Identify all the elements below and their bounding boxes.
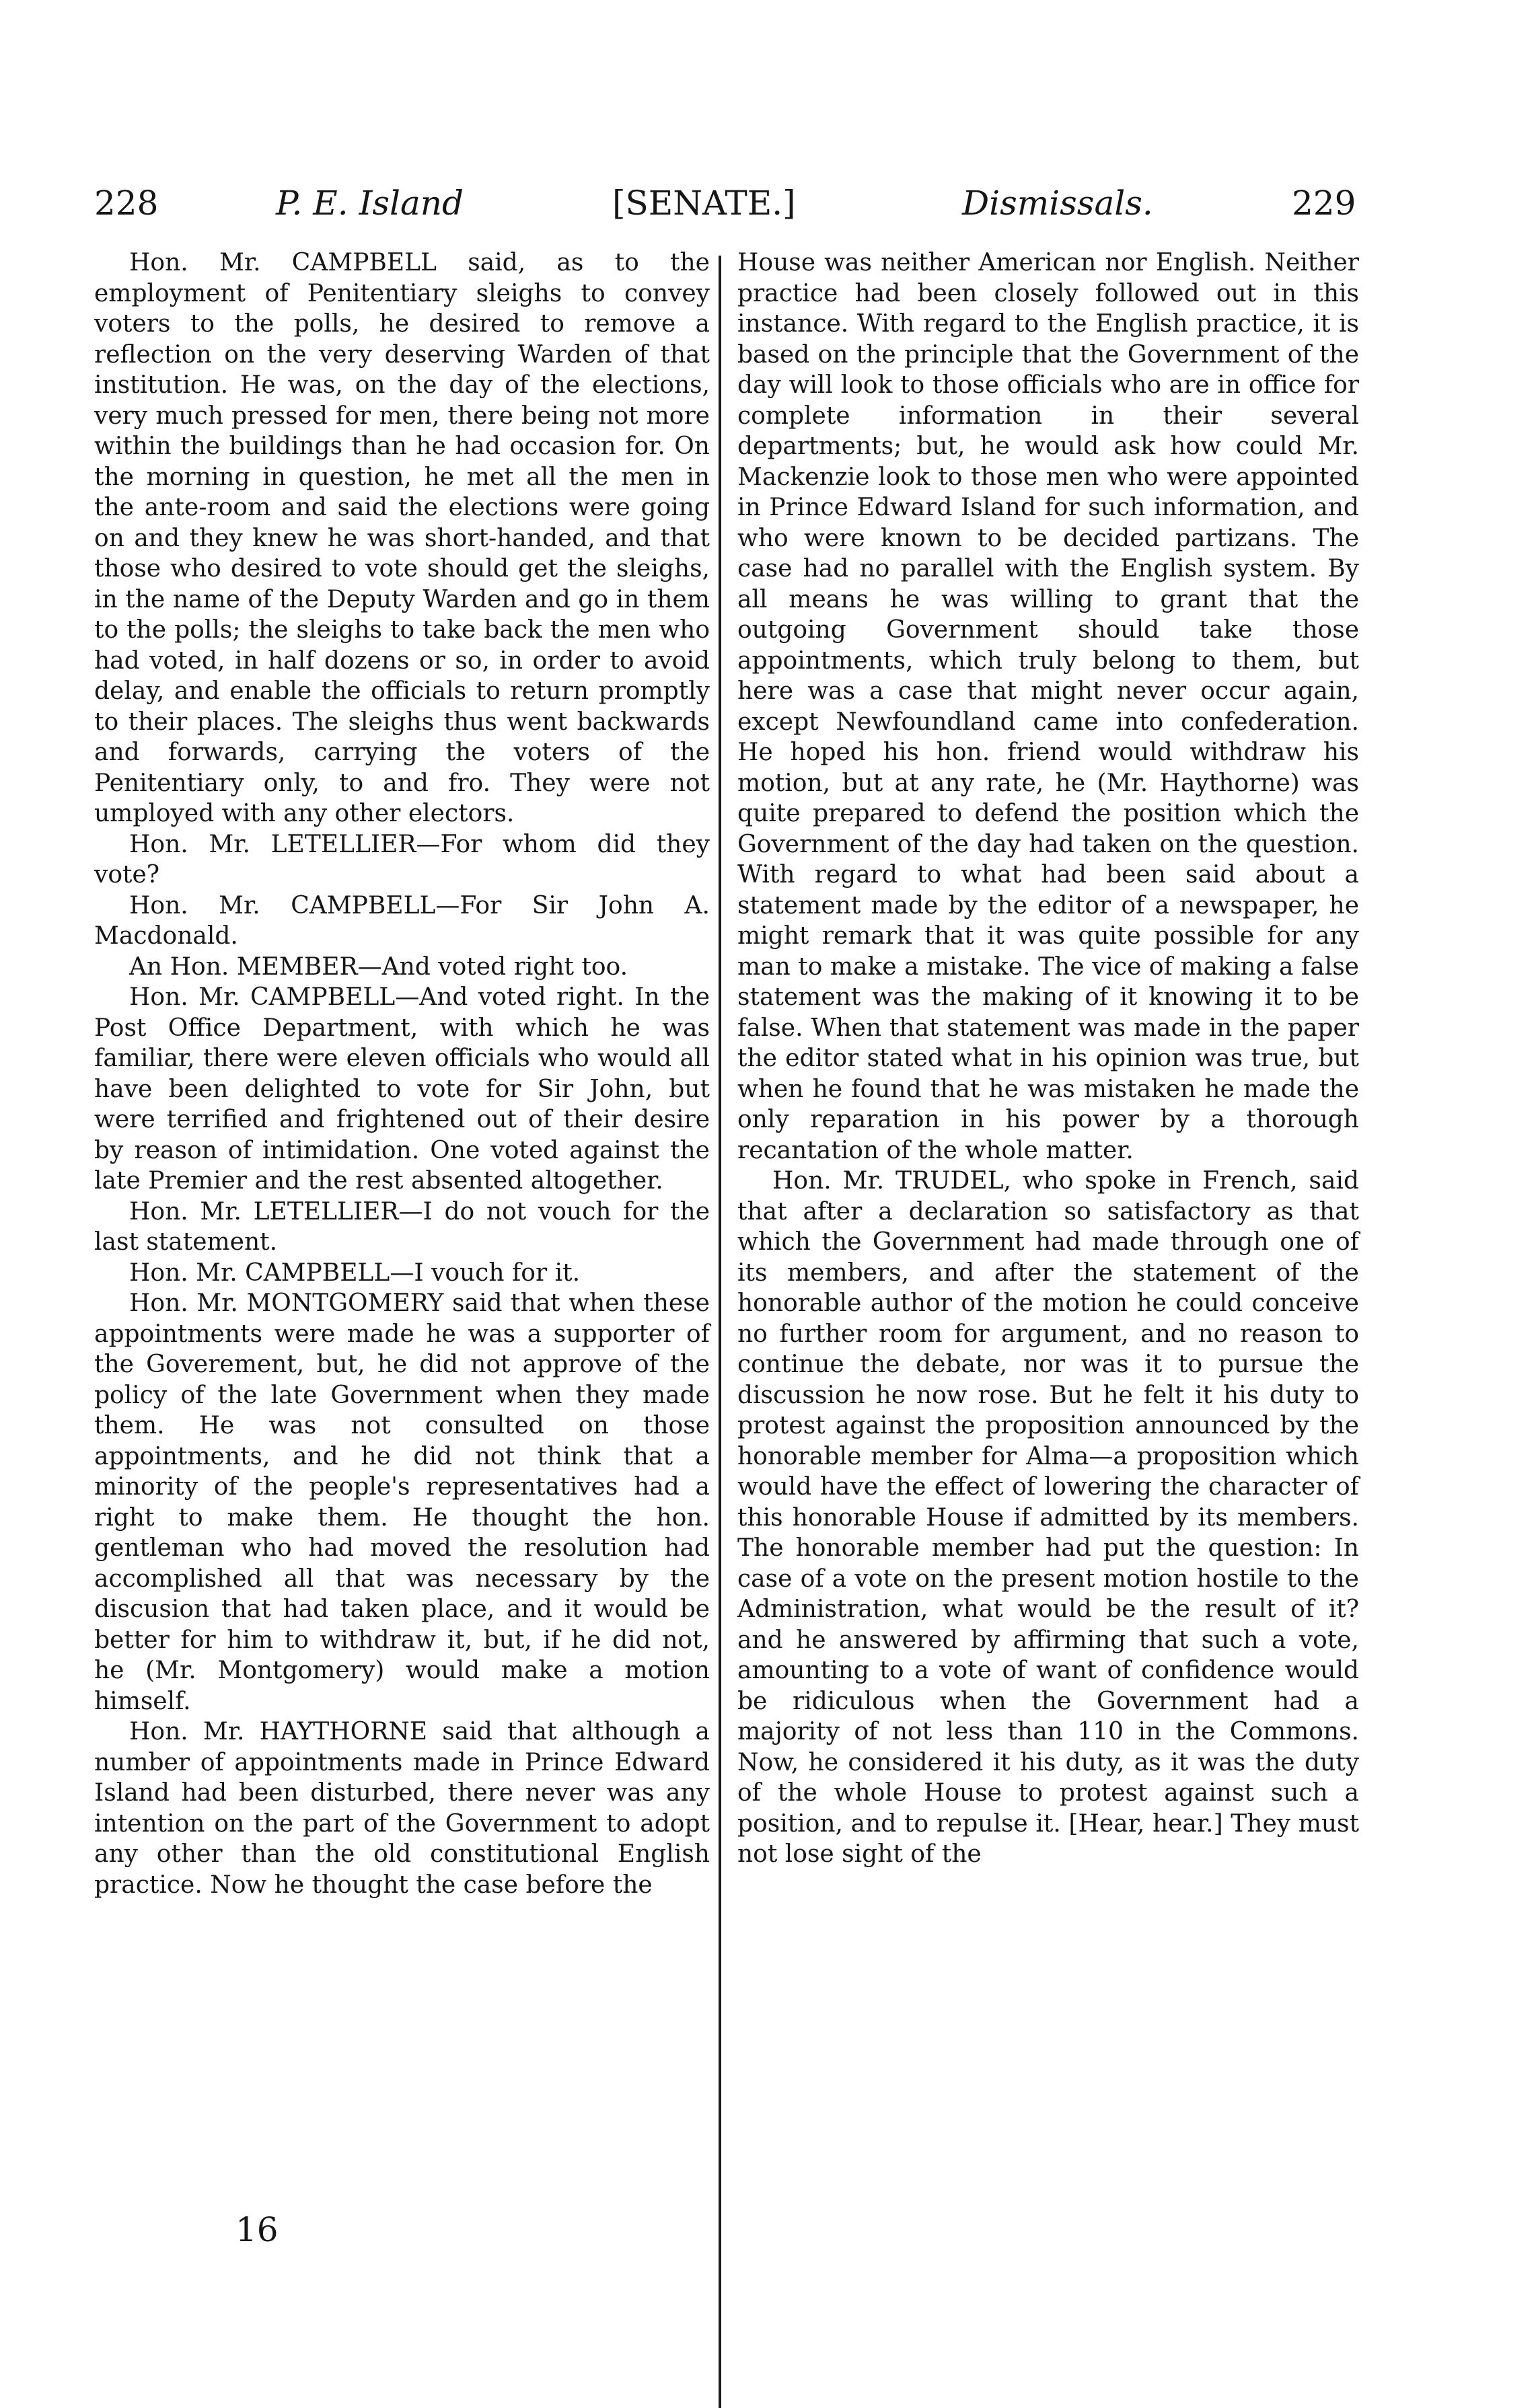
- paragraph-haythorne: Hon. Mr. HAYTHORNE said that although a number of appointments made in Prince Edward Island had been disturbed, there never was any intention on the part of the Government to adopt any other than the old constitutional English practice. Now he thought the case before the: [94, 1718, 710, 1899]
- paragraph-letellier-1: Hon. Mr. LETELLIER—For whom did they vote?: [94, 830, 710, 889]
- right-column: [737, 248, 1359, 1870]
- paragraph-campbell-2: Hon. Mr. CAMPBELL—For Sir John A. Macdonald.: [94, 891, 710, 950]
- paragraph-campbell-3: Hon. Mr. CAMPBELL—And voted right. In the Post Office Department, with which he was familiar, there were eleven officials who would all have been delighted to vote for Sir John, but were terrified and frightened out of their desire by reason of intimidation. One voted against the late Premier and the rest absented altogether.: [94, 983, 710, 1195]
- paragraph-member: An Hon. MEMBER—And voted right too.: [129, 952, 628, 981]
- paragraph-campbell-1: Hon. Mr. CAMPBELL said, as to the employment of Penitentiary sleighs to convey voters to the polls, he desired to remove a reflection on the very deserving Warden of that institution. He was, on the day of the elections, very much pressed for men, there being not more within the buildings than he had occasion for. On the morning in question, he met all the men in the ante-room and said the elections were going on and they knew he was short-handed, and that those who desired to vote should get the sleighs, in the name of the Deputy Warden and go in them to the polls; the sleighs to take back the men who had voted, in half dozens or so, in order to avoid delay, and enable the officials to return promptly to their places. The sleighs thus went backwards and forwards, carrying the voters of the Penitentiary only, to and fro. They were not umployed with any other electors.: [94, 249, 710, 827]
- running-header: [94, 176, 1356, 230]
- column-divider: [719, 256, 721, 2408]
- paragraph-campbell-4: Hon. Mr. CAMPBELL—I vouch for it.: [129, 1258, 581, 1287]
- paragraph-letellier-2: Hon. Mr. LETELLIER—I do not vouch for the last statement.: [94, 1197, 710, 1256]
- paragraph-trudel: Hon. Mr. TRUDEL, who spoke in French, said that after a declaration so satisfactory as that which the Government had made through one of its members, and after the statement of the honorable author of the motion he could conceive no further room for argument, and no reason to continue the debate, nor was it to pursue the discussion he now rose. But he felt it his duty to protest against the proposition announced by the honorable member for Alma—a proposition which would have the effect of lowering the character of this honorable House if admitted by its members. The honorable member had put the question: In case of a vote on the present motion hostile to the Administration, what would be the result of it? and he answered by affirming that such a vote, amounting to a vote of want of confidence would be ridiculous when the Government had a majority of not less than 110 in the Commons. Now, he considered it his duty, as it was the duty of the whole House to protest against such a position, and to repulse it. [Hear, hear.] They must not lose sight of the: [737, 1167, 1359, 1868]
- center-running-title: [SENATE.]: [612, 184, 796, 223]
- paragraph-montgomery: Hon. Mr. MONTGOMERY said that when these appointments were made he was a supporter of the Goverement, but, he did not approve of the policy of the late Government when they made them. He was not consulted on those appointments, and he did not think that a minority of the people's representatives had a right to make them. He thought the hon. gentleman who had moved the resolution had accomplished all that was necessary by the discusion that had taken place, and it would be better for him to withdraw it, but, if he did not, he (Mr. Montgomery) would make a motion himself.: [94, 1289, 710, 1715]
- left-column: [94, 248, 710, 1900]
- right-page-number: 229: [1292, 184, 1356, 223]
- paragraph-haythorne-continued: House was neither American nor English. Neither practice had been closely followed out in this instance. With regard to the English practice, it is based on the principle that the Government of the day will look to those officials who are in office for complete information in their several departments; but, he would ask how could Mr. Mackenzie look to those men who were appointed in Prince Edward Island for such information, and who were known to be decided partizans. The case had no parallel with the English system. By all means he was willing to grant that the outgoing Government should take those appointments, which truly belong to them, but here was a case that might never occur again, except Newfoundland came into confederation. He hoped his hon. friend would withdraw his motion, but at any rate, he (Mr. Haythorne) was quite prepared to defend the position which the Government of the day had taken on the question. With regard to what had been said about a statement made by the editor of a newspaper, he might remark that it was quite possible for any man to make a mistake. The vice of making a false statement was the making of it knowing it to be false. When that statement was made in the paper the editor stated what in his opinion was true, but when he found that he was mistaken he made the only reparation in his power by a thorough recantation of the whole matter.: [737, 249, 1359, 1164]
- left-running-title: P. E. Island: [276, 184, 464, 223]
- left-page-number: 228: [94, 184, 159, 223]
- right-running-title: Dismissals.: [962, 184, 1153, 223]
- signature-mark: 16: [235, 2210, 279, 2249]
